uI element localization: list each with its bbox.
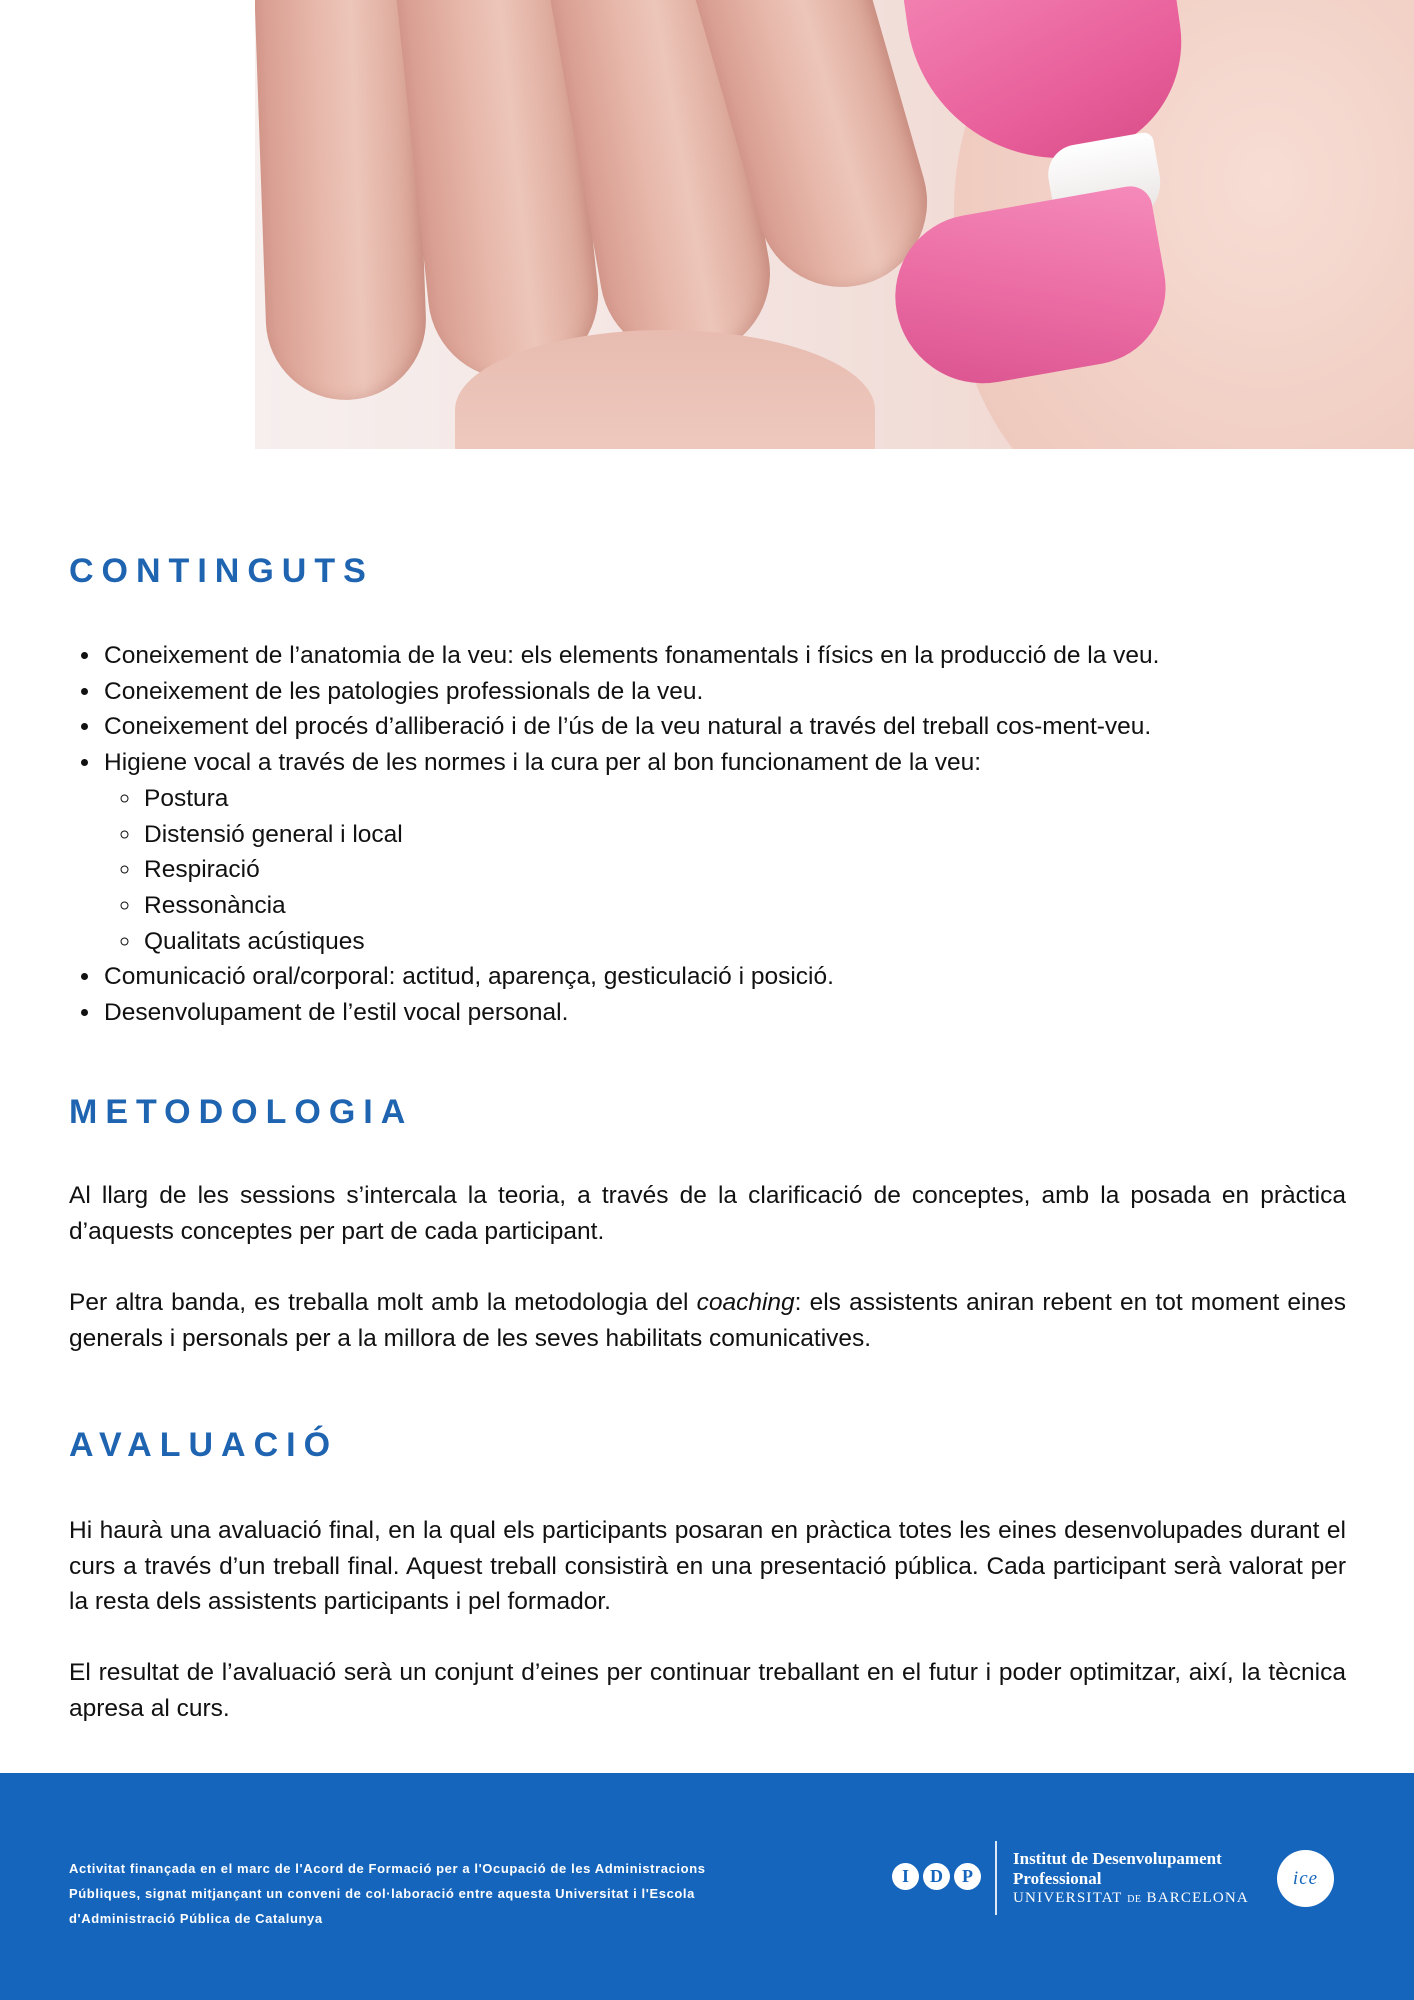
sub-list-item: ◦ Qualitats acústiques [142,924,1159,960]
list-item: • Coneixement de les patologies professionals de la veu. [102,674,1159,710]
idp-logo-letter: D [923,1863,950,1890]
university-word-1: UNIVERSITAT [1013,1890,1123,1906]
footer [0,1773,1414,2000]
list-item [102,745,1159,959]
heading-avaluacio: AVALUACIÓ [69,1426,339,1464]
metodologia-p2-after: : els assistents aniran rebent en tot moment eines generals i personals per a la millora de les seves habilitats comunicatives. [69,1289,1346,1352]
list-item: • Coneixement de l’anatomia de la veu: els elements fonamentals i físics en la producció de la veu. [102,638,1159,674]
list-item: • Coneixement del procés d’alliberació i de l’ús de la veu natural a través del treball cos-ment-veu. [102,709,1159,745]
list-item-text: Higiene vocal a través de les normes i la cura per al bon funcionament de la veu: [104,749,982,777]
university-de: DE [1127,1894,1142,1905]
sub-list-item: ◦ Respiració [142,852,1159,888]
hero-hand [255,0,955,449]
sub-list-item: ◦ Distensió general i local [142,817,1159,853]
heading-metodologia: METODOLOGIA [69,1093,414,1131]
institute-line-2: Professional [1013,1869,1102,1888]
funding-note: Activitat finançada en el marc de l'Acord de Formació per a l'Ocupació de les Administracions Públiques, signat mitjançant un conveni de col·laboració entre aquesta Universitat i l'Escola d'Administració Pública de Catalunya [69,1861,706,1926]
university-word-2: BARCELONA [1146,1890,1249,1906]
hygiene-sublist [104,781,1159,960]
logo-divider [995,1841,997,1915]
list-item: • Desenvolupament de l’estil vocal personal. [102,995,1159,1031]
idp-logo [892,1863,981,1890]
sub-list-item: ◦ Ressonància [142,888,1159,924]
metodologia-paragraph-2 [69,1285,1346,1356]
metodologia-p2-before: Per altra banda, es treballa molt amb la metodologia del [69,1289,697,1316]
continguts-list [69,638,1159,1031]
avaluacio-paragraph-1: Hi haurà una avaluació final, en la qual els participants posaran en pràctica totes les eines desenvolupades durant el curs a través d’un treball final. Aquest treball consistirà en una presentació pública. Cada participant serà valorat per la resta dels assistents participants i pel formador. [69,1517,1346,1616]
list-item: • Comunicació oral/corporal: actitud, aparença, gesticulació i posició. [102,959,1159,995]
avaluacio-paragraph-2: El resultat de l’avaluació serà un conjunt d’eines per continuar treballant en el futur i poder optimitzar, així, la tècnica apresa al curs. [69,1659,1346,1722]
idp-logo-letter: P [954,1863,981,1890]
institute-name [1013,1849,1222,1889]
hero-photo [255,0,1414,449]
university-name [1013,1890,1249,1907]
idp-logo-letter: I [892,1863,919,1890]
metodologia-paragraph-1: Al llarg de les sessions s’intercala la teoria, a través de la clarificació de conceptes, amb la posada en pràctica d’aquests conceptes per part de cada participant. [69,1182,1346,1245]
heading-continguts: CONTINGUTS [69,552,374,590]
institute-line-1: Institut de Desenvolupament [1013,1849,1222,1868]
sub-list-item: ◦ Postura [142,781,1159,817]
ice-logo: ice [1277,1850,1334,1907]
metodologia-p2-emphasis: coaching [696,1289,795,1316]
